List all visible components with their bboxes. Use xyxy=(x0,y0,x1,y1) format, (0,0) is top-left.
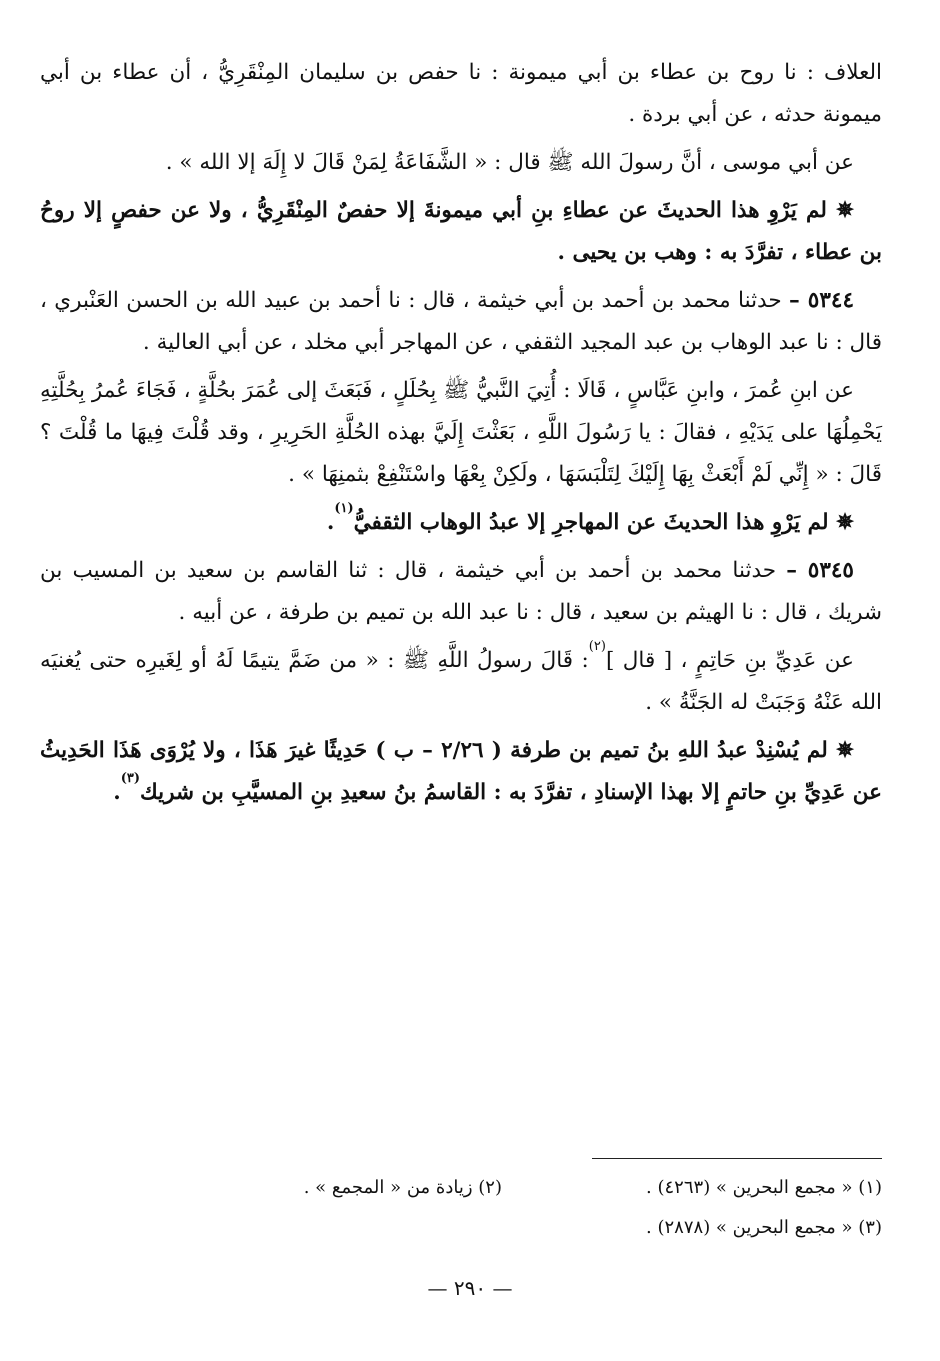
hadith-isnad-5344 xyxy=(40,280,882,364)
footnote-1: (١) « مجمع البحرين » (٤٢٦٣) . xyxy=(646,1177,882,1198)
footnote-3: (٣) « مجمع البحرين » (٢٨٧٨) . xyxy=(646,1217,882,1238)
hadith-text xyxy=(40,640,882,724)
hadith-text: عن ابنِ عُمرَ ، وابنِ عَبَّاسٍ ، قَالَا : أُتِيَ النَّبيُّ ﷺ بِحُلَلٍ ، فَبَعَثَ إلى عُمَرَ بحُلَّةٍ ، فَجَاءَ عُمرُ بِحُلَّتِهِ يَحْمِلُهَا على يَدَيْهِ ، فقالَ : يا رَسُولَ اللَّهِ ، بَعَثْتَ إِلَيَّ بهذه الحُلَّةِ الحَرِيرِ ، وقد قُلْتَ فِيهَا ما قُلْتَ ؟ قَالَ : « إِنِّي لَمْ أَبْعَثْ بِهَا إِلَيْكَ لِتَلْبَسَهَا ، ولَكِنْ بِعْهَا واسْتَنْفِعْ بثمنِهَا » . xyxy=(40,378,882,487)
footnote-row xyxy=(40,1168,882,1208)
commentary: ✵ لم يَرْوِ هذا الحديثَ عن عطاءِ بنِ أبي ميمونةَ إلا حفصٌ المِنْقَرِيُّ ، ولا عن حفصٍ إلا روحُ بن عطاء ، تفرَّدَ به : وهب بن يحيى . xyxy=(40,198,882,265)
commentary-tail: . xyxy=(113,780,121,805)
footnote-row xyxy=(40,1208,882,1248)
commentary xyxy=(40,502,882,544)
hadith-text: عن أبي موسى ، أنَّ رسولَ الله ﷺ قال : « الشَّفَاعَةُ لِمَنْ قَالَ لا إِلَهَ إلا الله » . xyxy=(165,150,854,175)
hadith-number: ٥٣٤٤ – xyxy=(789,288,854,313)
footnote-ref: (١) xyxy=(334,501,354,516)
footnote-ref: (٢) xyxy=(588,639,606,654)
footnotes xyxy=(40,1168,882,1248)
commentary xyxy=(40,730,882,814)
hadith-number: ٥٣٤٥ – xyxy=(786,558,854,583)
hadith-text-start: عن عَدِيِّ بنِ حَاتِمٍ ، [ قال ] xyxy=(605,648,854,673)
isnad-text: حدثنا محمد بن أحمد بن أبي خيثمة ، قال : نا أحمد بن عبيد الله بن الحسن العَنْبري ، قال : نا عبد الوهاب بن عبد المجيد الثقفي ، عن المهاجر أبي مخلد ، عن أبي العالية . xyxy=(40,288,882,355)
hadith-isnad-5345 xyxy=(40,550,882,634)
isnad-text: حدثنا محمد بن أحمد بن أبي خيثمة ، قال : ثنا القاسم بن سعيد بن المسيب بن شريك ، قال : نا الهيثم بن سعيد ، قال : نا عبد الله بن تميم بن طرفة ، عن أبيه . xyxy=(40,558,882,625)
page-body xyxy=(40,52,882,820)
page-number: — ٢٩٠ — xyxy=(427,1276,513,1300)
hadith-text-rest: : قَالَ رسولُ اللَّهِ ﷺ : « من ضَمَّ يتيمًا لَهُ أو لِغَيرِه حتى يُغنيَه الله عَنْهُ وَجَبَتْ له الجَنَّةُ » . xyxy=(40,648,882,715)
isnad-continuation: العلاف : نا روح بن عطاء بن أبي ميمونة : نا حفص بن سليمان المِنْقَرِيُّ ، أن عطاء بن أبي ميمونة حدثه ، عن أبي بردة . xyxy=(40,60,882,127)
commentary-text: ✵ لم يَرْوِ هذا الحديثَ عن المهاجرِ إلا عبدُ الوهاب الثقفيُّ xyxy=(353,510,854,535)
footnote-ref: (٣) xyxy=(120,771,140,786)
footnote-divider xyxy=(592,1158,882,1159)
footnote-2: (٢) زيادة من « المجمع » . xyxy=(303,1177,502,1198)
commentary-tail: . xyxy=(326,510,335,535)
commentary-text: ✵ لم يُسْنِدْ عبدُ اللهِ بنُ تميم بن طرفة ( ٢/٢٦ – ب ) حَدِيثًا غيرَ هَذَا ، ولا يُرْوَى هَذَا الحَدِيثُ عن عَدِيِّ بنِ حاتمٍ إلا بهذا الإسنادِ ، تفرَّدَ به : القاسمُ بنُ سعيدِ بنِ المسيَّبِ بن شريك xyxy=(40,738,882,805)
